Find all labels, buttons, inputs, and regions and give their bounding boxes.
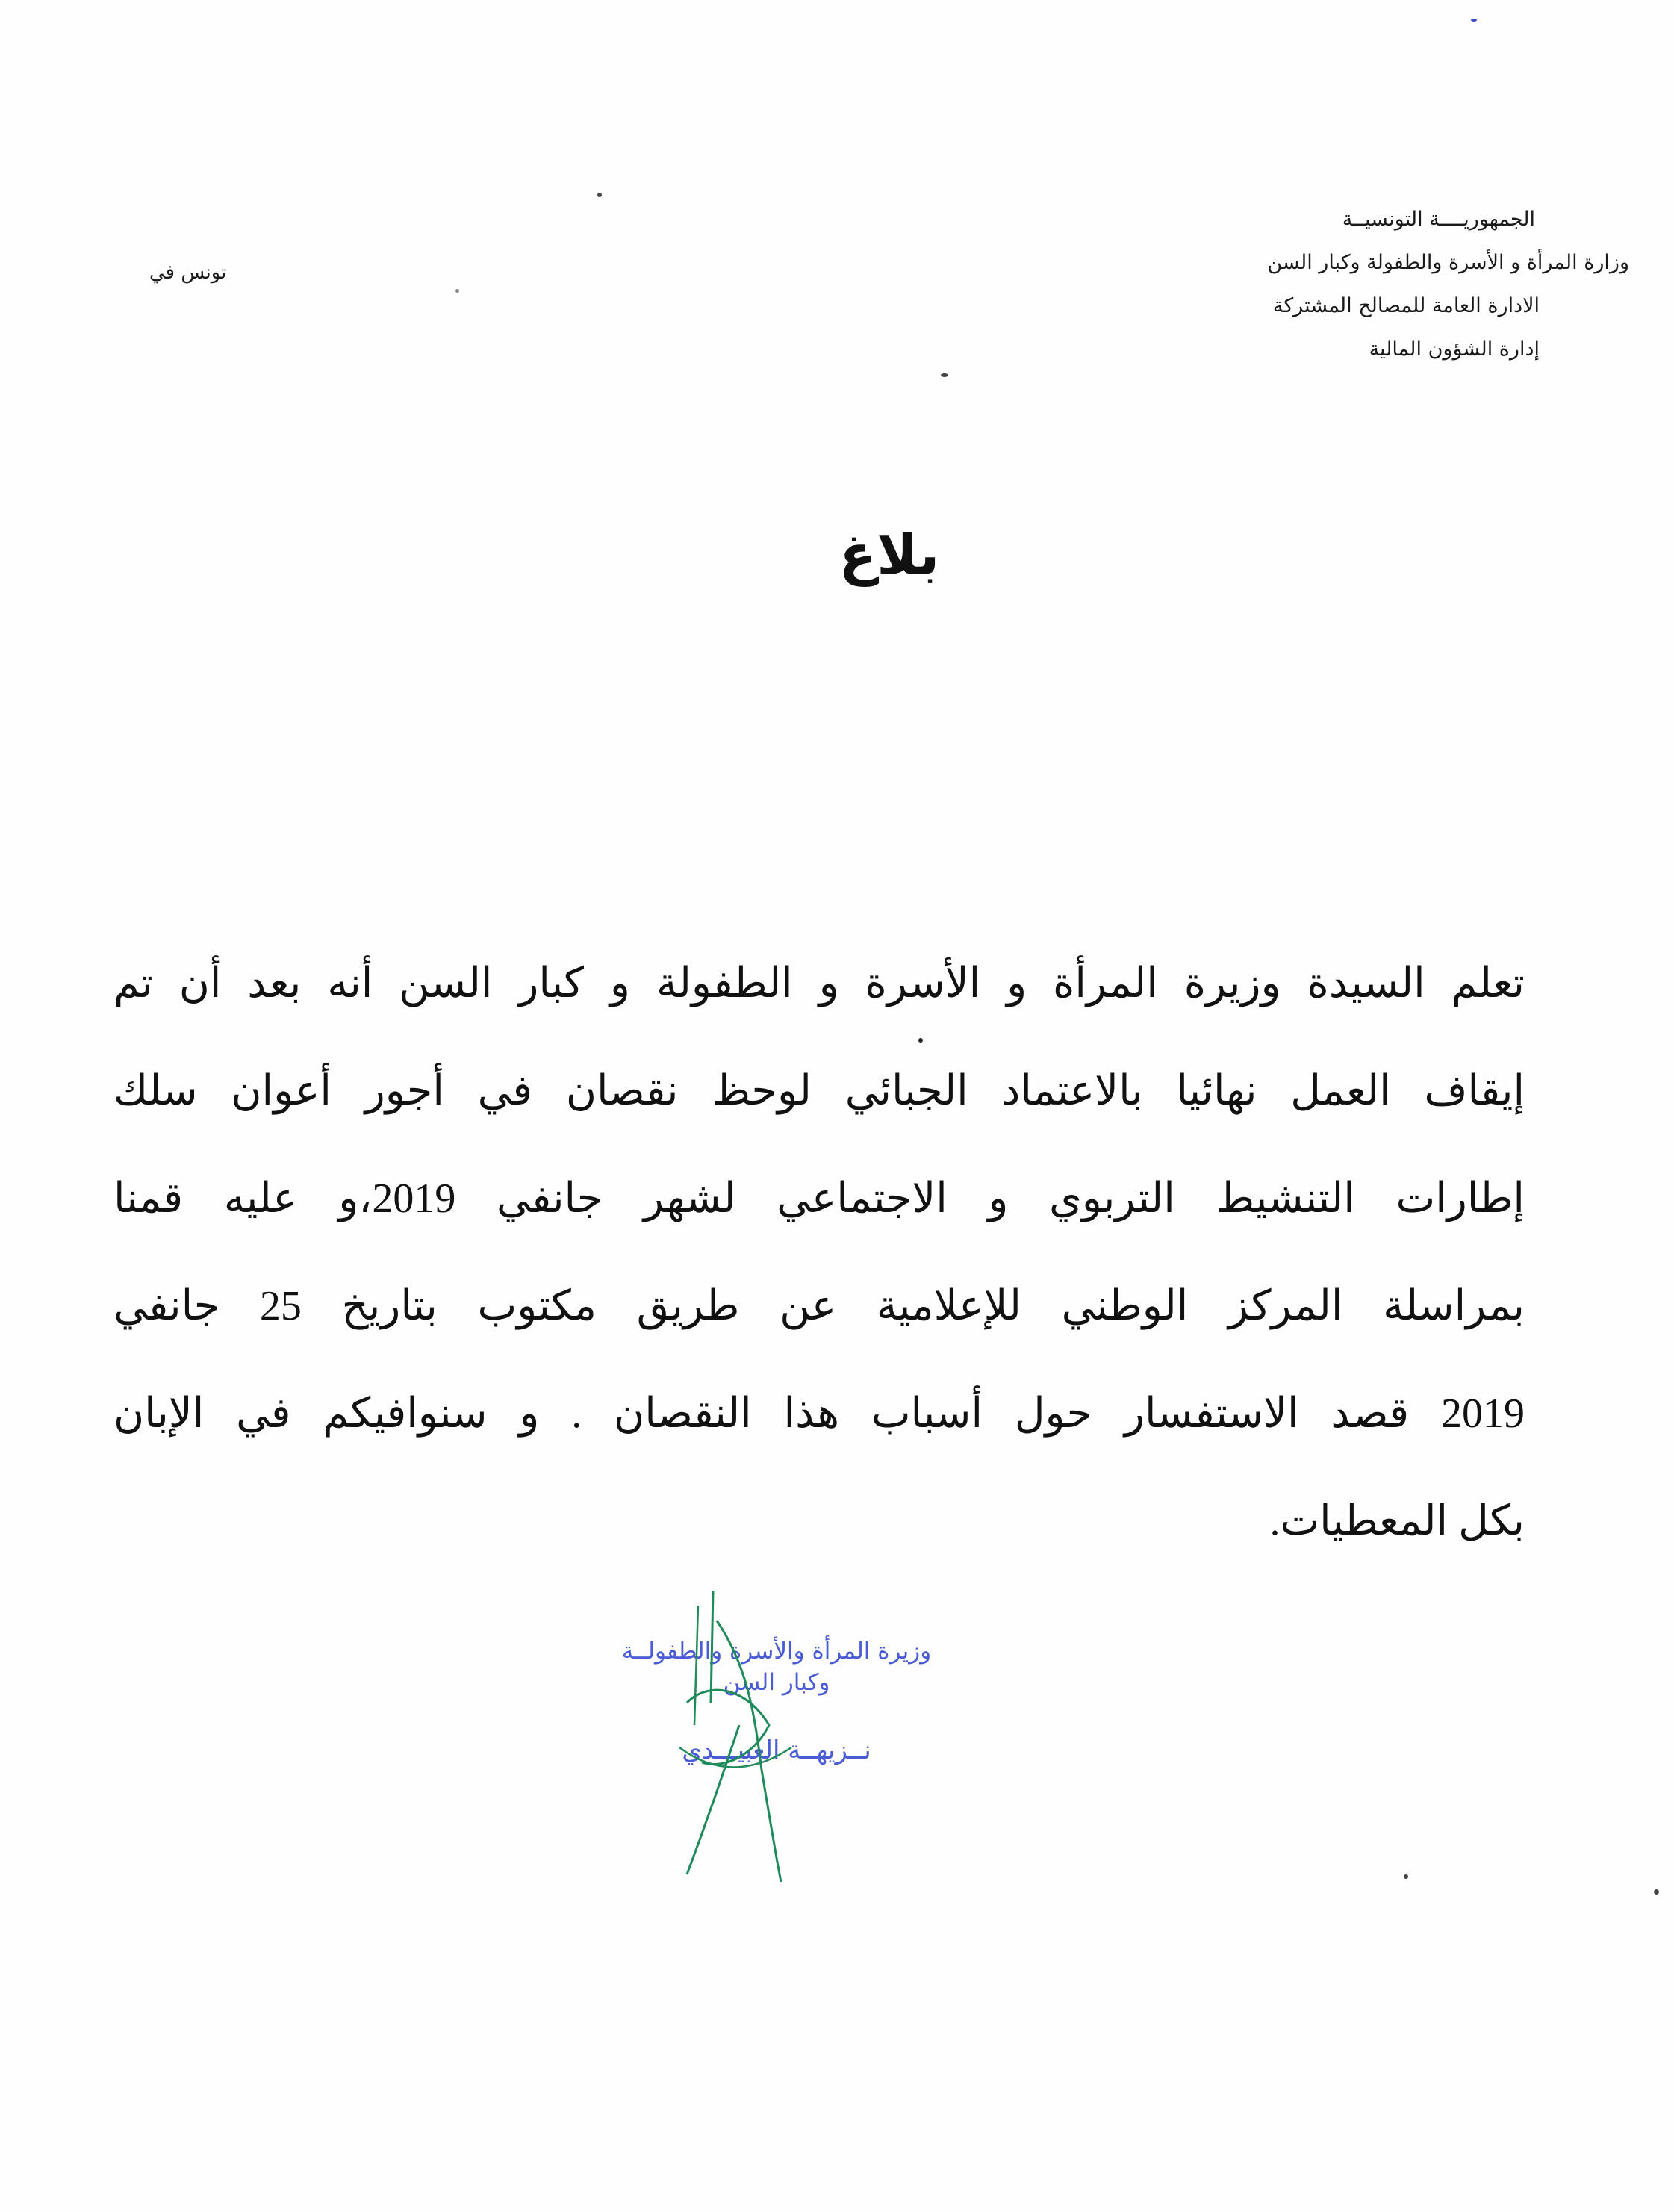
scan-speck xyxy=(455,289,459,293)
body-line: إطارات التنشيط التربوي و الاجتماعي لشهر جانفي 2019،و عليه قمنا xyxy=(113,1175,1525,1222)
body-line: بكل المعطيات. xyxy=(1269,1498,1525,1544)
body-line: إيقاف العمل نهائيا بالاعتماد الجبائي لوحظ نقصان في أجور أعوان سلك xyxy=(113,1068,1525,1114)
place-date: تونس في xyxy=(149,261,227,284)
scan-speck xyxy=(941,373,948,377)
general-directorate: الادارة العامة للمصالح المشتركة xyxy=(1272,294,1540,317)
scan-speck xyxy=(1654,1889,1659,1895)
letterhead xyxy=(1002,198,1629,371)
scan-speck xyxy=(1404,1874,1408,1879)
scan-speck xyxy=(918,1038,923,1043)
scan-speck xyxy=(597,193,602,197)
ministry-name: وزارة المرأة و الأسرة والطفولة وكبار السن xyxy=(1267,251,1629,274)
republic-name: الجمهوريــــة التونسيــة xyxy=(1342,208,1535,231)
body-text xyxy=(113,930,1525,1575)
document-title xyxy=(0,523,1674,587)
stamp-title-line: وكبار السن xyxy=(723,1669,830,1696)
official-stamp xyxy=(553,1635,1001,1889)
body-line: 2019 قصد الاستفسار حول أسباب هذا النقصان . و سنوافيكم في الإبان xyxy=(113,1391,1525,1437)
document-title-text: بلاغ xyxy=(838,523,940,587)
stamp-title-line: وزيرة المرأة والأسرة والطفولــة xyxy=(621,1638,932,1665)
body-line: تعلم السيدة وزيرة المرأة و الأسرة و الطفولة و كبار السن أنه بعد أن تم xyxy=(113,960,1525,1007)
directorate: إدارة الشؤون المالية xyxy=(1369,338,1540,361)
stamp-name: نــزيهــة العبيـــدي xyxy=(682,1736,871,1765)
body-line: بمراسلة المركز الوطني للإعلامية عن طريق مكتوب بتاريخ 25 جانفي xyxy=(113,1283,1525,1329)
scan-speck xyxy=(1471,19,1477,22)
